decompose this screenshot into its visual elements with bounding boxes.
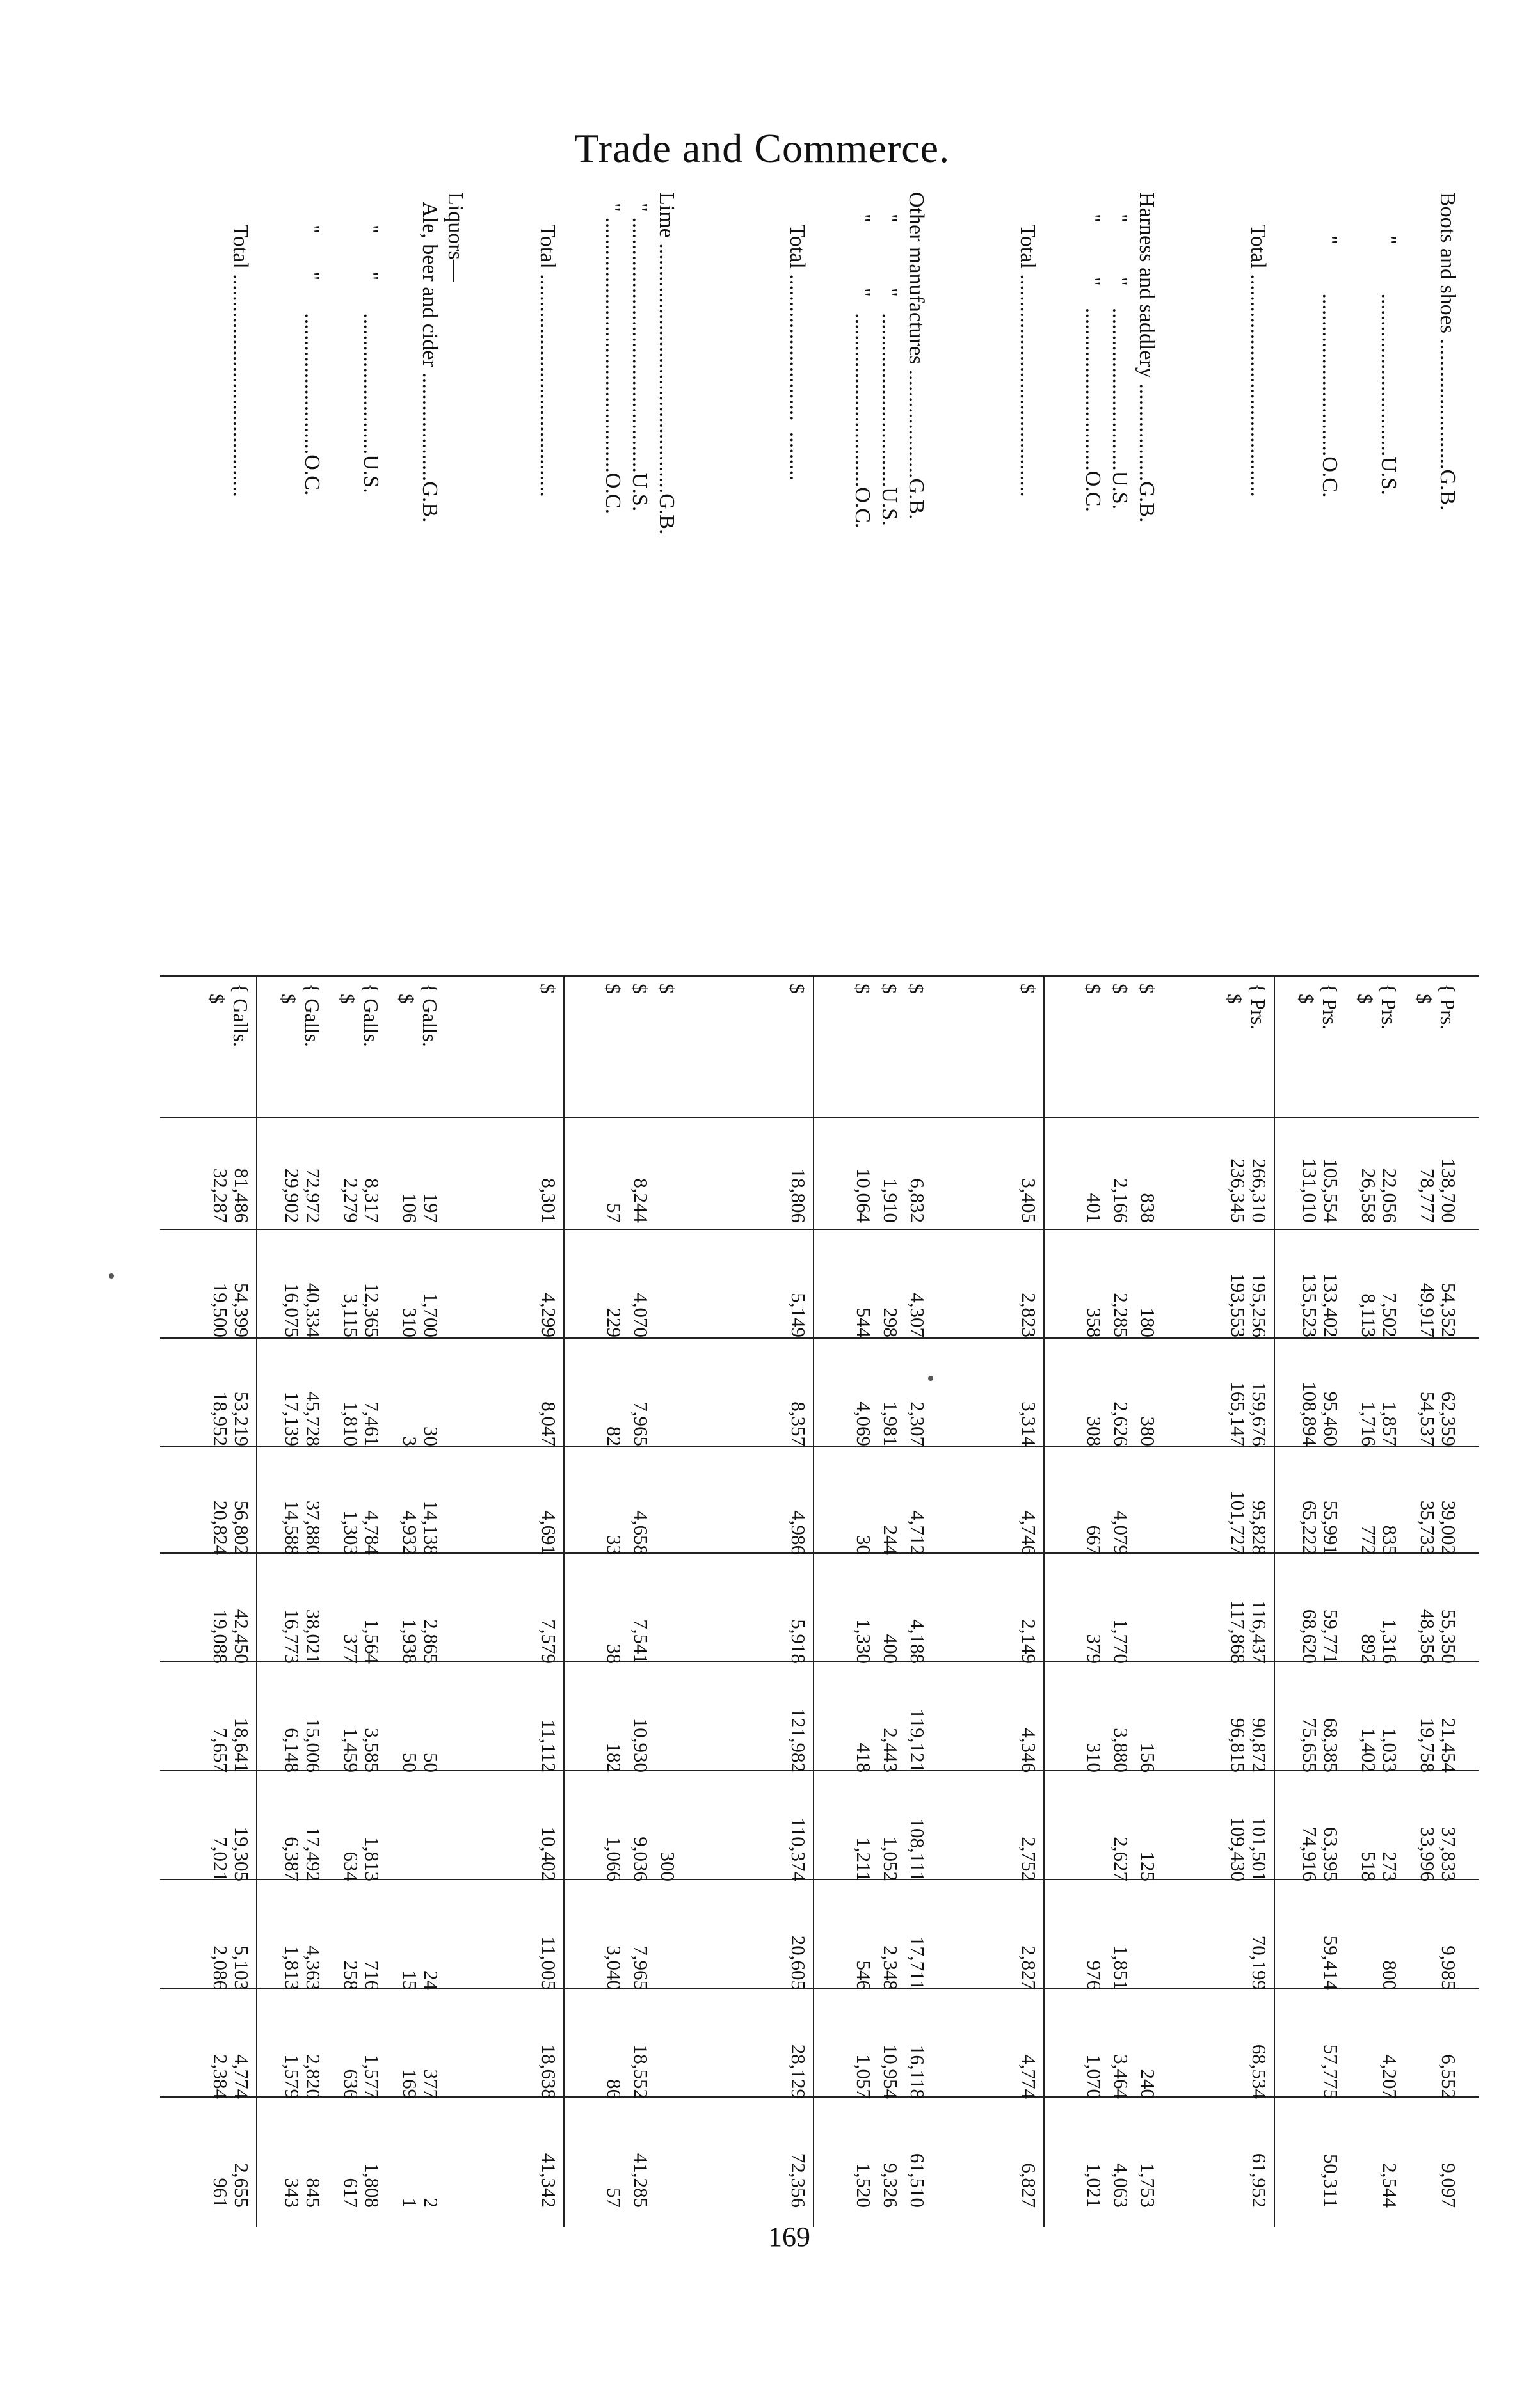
value-cell: 19,305 7,021 [209, 1826, 253, 1881]
value-cell: 7,965 [630, 1945, 652, 1990]
value-cell: 38,021 16,773 [281, 1609, 325, 1664]
value-cell: 156 [1137, 1742, 1159, 1773]
value-cell: 10,402 [538, 1826, 560, 1881]
unit-cell: $ [1135, 984, 1159, 994]
value-cell: 195,256 193,553 [1227, 1273, 1271, 1337]
value-cell: 4,363 1,813 [281, 1945, 325, 1990]
value-cell: 41,342 [538, 2153, 560, 2208]
value-cell: 2,348 [879, 1945, 902, 1990]
value-cell: 2,820 1,579 [281, 2054, 325, 2099]
unit-cell: { Galls. $ [205, 984, 252, 1047]
value-cell: 9,036 [630, 1837, 652, 1881]
value-cell: 7,461 1,810 [340, 1401, 383, 1446]
row-label: " " ..............................U.S. [1108, 192, 1132, 510]
value-cell: 101,501 109,430 [1227, 1817, 1271, 1881]
value-cell: 56,802 20,824 [209, 1500, 253, 1555]
value-cell: 1,851 [1110, 1945, 1132, 1990]
value-cell: 53,219 18,952 [209, 1391, 253, 1446]
value-cell: 800 [1379, 1960, 1401, 1990]
value-cell: 59,414 [1320, 1935, 1342, 1990]
value-cell: 8,301 [538, 1178, 560, 1223]
value-cell: 2,285 [1110, 1293, 1132, 1337]
value-cell: 229 [603, 1307, 625, 1337]
unit-cell: $ [851, 984, 874, 994]
value-cell: 2,655 961 [209, 2163, 253, 2208]
value-cell: 72,972 29,902 [281, 1168, 325, 1223]
value-cell: 18,641 7,657 [209, 1718, 253, 1773]
value-cell: 4,691 [538, 1510, 560, 1555]
row-label: Total ......................................... [229, 192, 252, 497]
speck [109, 1273, 114, 1279]
row-label: Lime ..............................................G.B. [655, 192, 678, 535]
value-cell: 15,006 6,148 [281, 1718, 325, 1773]
value-cell: 3,585 1,459 [340, 1728, 383, 1773]
value-cell: 4,746 [1018, 1510, 1040, 1555]
value-cell: 8,317 2,279 [340, 1178, 383, 1223]
value-cell: 298 [879, 1307, 902, 1337]
value-cell: 4,070 [630, 1293, 652, 1337]
value-cell: 4,299 [538, 1293, 560, 1337]
value-cell: 1,910 [879, 1178, 902, 1223]
value-cell: 57 [603, 2188, 625, 2208]
value-cell: 4,069 [853, 1401, 875, 1446]
value-cell: 62,359 54,537 [1416, 1391, 1460, 1446]
value-cell: 544 [853, 1307, 875, 1337]
value-cell: 1,330 [853, 1619, 875, 1664]
value-cell: 4,986 [787, 1510, 810, 1555]
value-cell: 159,676 165,147 [1227, 1382, 1271, 1446]
value-cell: 401 [1083, 1193, 1105, 1223]
unit-cell: $ [655, 984, 678, 994]
value-cell: 2,627 [1110, 1837, 1132, 1881]
row-label: Total ......................................... [1016, 192, 1039, 497]
value-cell: 95,828 101,727 [1227, 1490, 1271, 1555]
value-cell: 182 [603, 1742, 625, 1773]
unit-cell: { Prs. $ [1223, 984, 1270, 1030]
unit-cell: $ [1082, 984, 1105, 994]
value-cell: 7,541 [630, 1619, 652, 1664]
value-cell: 11,005 [538, 1936, 560, 1990]
value-cell: 90,872 96,815 [1227, 1718, 1271, 1773]
value-cell: 1,520 [853, 2163, 875, 2208]
value-cell: 1,700 310 [399, 1293, 442, 1337]
value-cell: 4,774 2,384 [209, 2054, 253, 2099]
value-cell: 10,064 [853, 1168, 875, 1223]
value-cell: 20,605 [787, 1935, 810, 1990]
value-cell: 4,784 1,303 [340, 1510, 383, 1555]
unit-cell: { Galls. $ [336, 984, 383, 1047]
value-cell: 1,857 1,716 [1358, 1401, 1401, 1446]
unit-cell: $ [1016, 984, 1039, 994]
value-cell: 240 [1137, 2069, 1159, 2099]
value-cell: 379 [1083, 1634, 1105, 1664]
value-cell: 7,502 8,113 [1358, 1293, 1401, 1337]
value-cell: 116,437 117,868 [1227, 1600, 1271, 1664]
value-cell: 546 [853, 1960, 875, 1990]
value-cell: 1,033 1,402 [1358, 1728, 1401, 1773]
value-cell: 835 772 [1358, 1525, 1401, 1555]
value-cell: 17,492 6,387 [281, 1826, 325, 1881]
row-label: " ..............................U.S. [1377, 192, 1400, 495]
value-cell: 50,311 [1320, 2153, 1342, 2208]
value-cell: 2,443 [879, 1728, 902, 1773]
row-label: " ...............................................O.C. [601, 192, 625, 514]
value-cell: 72,356 [787, 2153, 810, 2208]
unit-cell: $ [905, 984, 928, 994]
value-cell: 63,395 74,916 [1299, 1826, 1342, 1881]
value-cell: 3,040 [603, 1945, 625, 1990]
value-cell: 1,753 [1137, 2163, 1159, 2208]
value-cell: 86 [603, 2079, 625, 2099]
value-cell: 4,207 [1379, 2054, 1401, 2099]
value-cell: 17,711 [906, 1936, 929, 1990]
value-cell: 105,554 131,010 [1299, 1158, 1342, 1223]
value-cell: 57,775 [1320, 2044, 1342, 2099]
value-cell: 1,577 636 [340, 2054, 383, 2099]
value-cell: 266,310 236,345 [1227, 1158, 1271, 1223]
value-cell: 12,365 3,115 [340, 1282, 383, 1337]
value-cell: 400 [879, 1634, 902, 1664]
value-cell: 845 343 [281, 2178, 325, 2208]
value-cell: 61,510 [906, 2153, 929, 2208]
value-cell: 22,056 26,558 [1358, 1168, 1401, 1223]
value-cell: 4,712 [906, 1510, 929, 1555]
value-cell: 95,460 108,894 [1299, 1382, 1342, 1446]
value-cell: 4,346 [1018, 1728, 1040, 1773]
value-cell: 377 169 [399, 2069, 442, 2099]
page-number: 169 [768, 2221, 810, 2253]
row-label: Harness and saddlery ..................G.B. [1135, 192, 1159, 523]
value-cell: 37,880 14,588 [281, 1500, 325, 1555]
value-cell: 300 [657, 1851, 679, 1881]
value-cell: 8,244 [630, 1178, 652, 1223]
value-cell: 1,770 [1110, 1619, 1132, 1664]
value-cell: 2,166 [1110, 1178, 1132, 1223]
value-cell: 4,658 [630, 1510, 652, 1555]
value-cell: 7,965 [630, 1401, 652, 1446]
row-label: Total ......................................... [1246, 192, 1270, 497]
value-cell: 70,199 [1248, 1935, 1271, 1990]
row-label: Ale, beer and cider ....................G.B. [418, 192, 442, 523]
row-label: Boots and shoes ........................G.B. [1436, 192, 1459, 511]
value-cell: 10,954 [879, 2044, 902, 2099]
value-cell: 2,823 [1018, 1293, 1040, 1337]
value-cell: 18,806 [787, 1168, 810, 1223]
unit-cell: $ [629, 984, 652, 994]
value-cell: 1,981 [879, 1401, 902, 1446]
value-cell: 273 518 [1358, 1851, 1401, 1881]
value-cell: 61,952 [1248, 2153, 1271, 2208]
value-cell: 716 258 [340, 1960, 383, 1990]
value-cell: 45,728 17,139 [281, 1391, 325, 1446]
value-cell: 37,833 33,996 [1416, 1826, 1460, 1881]
value-cell: 380 [1137, 1416, 1159, 1446]
total-rule [256, 975, 257, 2227]
value-cell: 838 [1137, 1193, 1159, 1223]
row-label: " " ..............................O.C. [1081, 192, 1105, 512]
value-cell: 7,579 [538, 1619, 560, 1664]
value-cell: 57 [603, 1203, 625, 1223]
value-cell: 3,880 [1110, 1728, 1132, 1773]
value-cell: 976 [1083, 1960, 1105, 1990]
value-cell: 5,918 [787, 1619, 810, 1664]
page-title: Trade and Commerce. [574, 125, 950, 171]
unit-cell: $ [536, 984, 559, 994]
row-label: " " ..........................O.C. [300, 192, 324, 496]
value-cell: 5,149 [787, 1293, 810, 1337]
unit-cell: { Galls. $ [277, 984, 324, 1047]
value-cell: 667 [1083, 1525, 1105, 1555]
value-cell: 3,464 [1110, 2054, 1132, 2099]
unit-cell: $ [602, 984, 625, 994]
value-cell: 11,112 [538, 1719, 560, 1773]
value-cell: 1,066 [603, 1837, 625, 1881]
value-cell: 1,316 892 [1358, 1619, 1401, 1664]
value-cell: 50 50 [399, 1753, 442, 1773]
value-cell: 2,865 1,938 [399, 1619, 442, 1664]
value-cell: 10,930 [630, 1718, 652, 1773]
value-cell: 28,129 [787, 2044, 810, 2099]
value-cell: 6,552 [1438, 2054, 1460, 2099]
value-cell: 2 1 [399, 2197, 442, 2208]
value-cell: 82 [603, 1426, 625, 1446]
value-cell: 14,138 4,932 [399, 1500, 442, 1555]
value-cell: 4,774 [1018, 2054, 1040, 2099]
value-cell: 6,827 [1018, 2163, 1040, 2208]
value-cell: 9,326 [879, 2163, 902, 2208]
value-cell: 418 [853, 1742, 875, 1773]
value-cell: 180 [1137, 1307, 1159, 1337]
value-cell: 68,385 75,655 [1299, 1718, 1342, 1773]
value-cell: 81,486 32,287 [209, 1168, 253, 1223]
value-cell: 30 [853, 1535, 875, 1555]
value-cell: 59,771 68,620 [1299, 1609, 1342, 1664]
value-cell: 1,057 [853, 2054, 875, 2099]
value-cell: 244 [879, 1525, 902, 1555]
value-cell: 55,991 65,222 [1299, 1500, 1342, 1555]
value-cell: 6,832 [906, 1178, 929, 1223]
value-cell: 9,985 [1438, 1945, 1460, 1990]
value-cell: 1,052 [879, 1837, 902, 1881]
value-cell: 197 106 [399, 1193, 442, 1223]
value-cell: 1,808 617 [340, 2163, 383, 2208]
trade-table [160, 192, 1479, 2227]
unit-cell: { Prs. $ [1354, 984, 1400, 1030]
value-cell: 1,211 [853, 1837, 875, 1881]
value-cell: 55,350 48,356 [1416, 1609, 1460, 1664]
unit-cell: $ [786, 984, 809, 994]
value-cell: 2,149 [1018, 1619, 1040, 1664]
value-cell: 119,121 [906, 1709, 929, 1773]
row-label: Total ......................................... [536, 192, 559, 497]
value-cell: 38 [603, 1644, 625, 1664]
value-cell: 110,374 [787, 1817, 810, 1881]
unit-cell: { Prs. $ [1413, 984, 1459, 1030]
value-cell: 40,334 16,075 [281, 1282, 325, 1337]
total-rule [563, 975, 565, 2227]
column-rule [160, 1229, 1479, 1230]
unit-cell: $ [1109, 984, 1132, 994]
row-label: " " ................................U.S. [878, 192, 901, 526]
value-cell: 54,399 19,500 [209, 1282, 253, 1337]
value-cell: 8,047 [538, 1401, 560, 1446]
value-cell: 4,063 [1110, 2163, 1132, 2208]
value-cell: 1,564 377 [340, 1619, 383, 1664]
total-rule [813, 975, 814, 2227]
value-cell: 2,544 [1379, 2163, 1401, 2208]
value-cell: 41,285 [630, 2153, 652, 2208]
row-label: " ..............................O.C. [1318, 192, 1342, 498]
total-rule [1274, 975, 1275, 2227]
value-cell: 358 [1083, 1307, 1105, 1337]
row-label: " " ................................O.C. [851, 192, 874, 529]
section-heading: Liquors— [444, 192, 467, 282]
column-rule [160, 975, 1479, 977]
value-cell: 2,307 [906, 1401, 929, 1446]
value-cell: 5,103 2,086 [209, 1945, 253, 1990]
unit-cell: { Galls. $ [395, 984, 442, 1047]
value-cell: 8,357 [787, 1401, 810, 1446]
value-cell: 18,638 [538, 2044, 560, 2099]
value-cell: 1,021 [1083, 2163, 1105, 2208]
value-cell: 18,552 [630, 2044, 652, 2099]
row-label: Other manufactures ....................G.B. [904, 192, 928, 520]
value-cell: 2,626 [1110, 1401, 1132, 1446]
value-cell: 16,118 [906, 2045, 929, 2099]
value-cell: 33 [603, 1535, 625, 1555]
value-cell: 54,352 49,917 [1416, 1282, 1460, 1337]
value-cell: 9,097 [1438, 2163, 1460, 2208]
row-label: " ...............................................U.S. [628, 192, 652, 512]
value-cell: 4,307 [906, 1293, 929, 1337]
value-cell: 1,813 634 [340, 1837, 383, 1881]
value-cell: 308 [1083, 1416, 1105, 1446]
value-cell: 4,079 [1110, 1510, 1132, 1555]
unit-cell: $ [878, 984, 901, 994]
value-cell: 108,111 [906, 1818, 929, 1881]
value-cell: 3,405 [1018, 1178, 1040, 1223]
column-rule [160, 1337, 1479, 1339]
value-cell: 125 [1137, 1851, 1159, 1881]
value-cell: 30 3 [399, 1426, 442, 1446]
value-cell: 1,070 [1083, 2054, 1105, 2099]
value-cell: 21,454 19,758 [1416, 1718, 1460, 1773]
value-cell: 121,982 [787, 1708, 810, 1773]
row-label: " " ..........................U.S. [359, 192, 383, 493]
value-cell: 133,402 135,523 [1299, 1273, 1342, 1337]
value-cell: 24 15 [399, 1970, 442, 1990]
value-cell: 138,700 78,777 [1416, 1158, 1460, 1223]
value-cell: 310 [1083, 1742, 1105, 1773]
value-cell: 42,450 19,088 [209, 1609, 253, 1664]
value-cell: 68,534 [1248, 2044, 1271, 2099]
value-cell: 2,752 [1018, 1837, 1040, 1881]
value-cell: 39,002 35,733 [1416, 1500, 1460, 1555]
row-label: Total ........................... ......... [785, 192, 809, 481]
value-cell: 3,314 [1018, 1401, 1040, 1446]
total-rule [1043, 975, 1045, 2227]
column-rule [160, 1446, 1479, 1447]
unit-cell: { Prs. $ [1295, 984, 1342, 1030]
value-cell: 4,188 [906, 1619, 929, 1664]
value-cell: 2,827 [1018, 1945, 1040, 1990]
